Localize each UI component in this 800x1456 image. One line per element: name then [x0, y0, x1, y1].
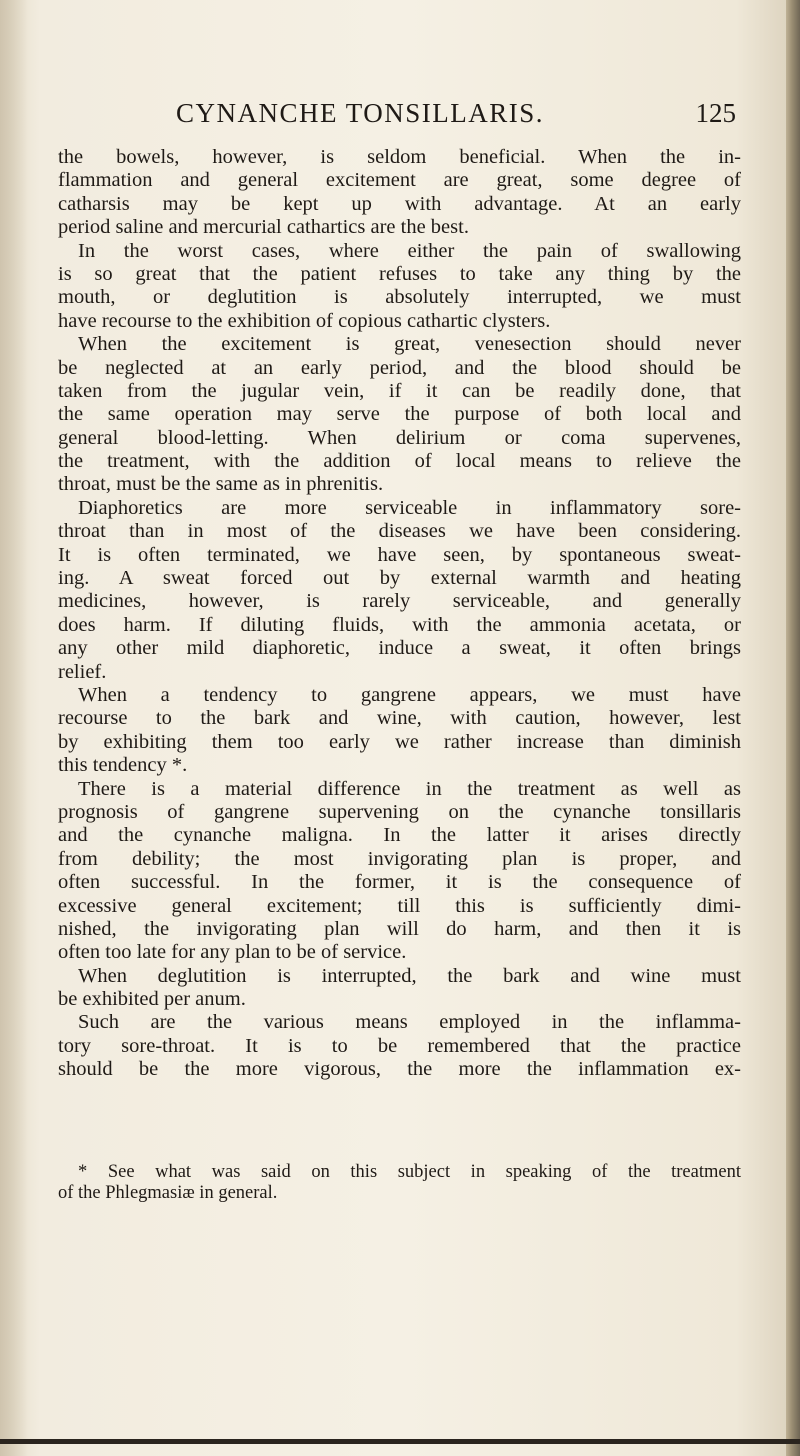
- text-line: should be the more vigorous, the more the inflammation ex-: [58, 1058, 741, 1081]
- text-line: this tendency *.: [58, 754, 188, 777]
- text-line: prognosis of gangrene supervening on the cynanche tonsillaris: [58, 800, 741, 823]
- text-line: flammation and general excitement are great, some degree of: [58, 169, 741, 192]
- text-line: and the cynanche maligna. In the latter it arises directly: [58, 824, 741, 847]
- body-text: [58, 146, 741, 1082]
- text-line: the same operation may serve the purpose of both local and: [58, 403, 741, 426]
- text-line: When deglutition is interrupted, the bark and wine must: [78, 964, 741, 987]
- text-line: be exhibited per anum.: [58, 988, 246, 1011]
- text-line: nished, the invigorating plan will do harm, and then it is: [58, 917, 741, 940]
- text-line: mouth, or deglutition is absolutely interrupted, we must: [58, 286, 741, 309]
- text-line: Such are the various means employed in the inflamma-: [78, 1011, 741, 1034]
- text-line: When a tendency to gangrene appears, we must have: [78, 683, 741, 706]
- text-line: It is often terminated, we have seen, by spontaneous sweat-: [58, 543, 741, 566]
- text-line: general blood-letting. When delirium or coma supervenes,: [58, 426, 741, 449]
- text-line: be neglected at an early period, and the blood should be: [58, 356, 741, 379]
- text-line: often successful. In the former, it is the consequence of: [58, 871, 741, 894]
- text-line: throat than in most of the diseases we have been considering.: [58, 520, 741, 543]
- footnote-line: of the Phlegmasiæ in general.: [58, 1183, 278, 1203]
- text-line: is so great that the patient refuses to take any thing by the: [58, 262, 741, 285]
- text-line: In the worst cases, where either the pain of swallowing: [78, 239, 741, 262]
- text-line: from debility; the most invigorating plan is proper, and: [58, 847, 741, 870]
- text-line: throat, must be the same as in phrenitis.: [58, 473, 384, 496]
- page-header: [176, 98, 736, 138]
- binding-gutter: [0, 0, 28, 1456]
- text-line: Diaphoretics are more serviceable in inflammatory sore-: [78, 496, 741, 519]
- text-line: taken from the jugular vein, if it can be readily done, that: [58, 379, 741, 402]
- text-line: medicines, however, is rarely serviceable, and generally: [58, 590, 741, 613]
- text-line: relief.: [58, 660, 107, 683]
- text-line: have recourse to the exhibition of copious cathartic clysters.: [58, 309, 551, 332]
- text-line: There is a material difference in the treatment as well as: [78, 777, 741, 800]
- text-line: excessive general excitement; till this is sufficiently dimi-: [58, 894, 741, 917]
- text-line: ing. A sweat forced out by external warmth and heating: [58, 567, 741, 590]
- page-number: 125: [695, 98, 736, 128]
- text-line: does harm. If diluting fluids, with the ammonia acetata, or: [58, 613, 741, 636]
- footnote: [58, 1162, 741, 1204]
- text-line: the bowels, however, is seldom beneficial. When the in-: [58, 146, 741, 168]
- bottom-rule: [0, 1439, 800, 1444]
- text-line: any other mild diaphoretic, induce a sweat, it often brings: [58, 637, 741, 660]
- text-line: often too late for any plan to be of service.: [58, 941, 407, 964]
- footnote-line: * See what was said on this subject in speaking of the treatment: [78, 1162, 741, 1182]
- text-line: the treatment, with the addition of local means to relieve the: [58, 450, 741, 473]
- page-edge: [786, 0, 800, 1456]
- text-line: period saline and mercurial cathartics are the best.: [58, 216, 469, 239]
- text-line: When the excitement is great, venesection should never: [78, 333, 741, 356]
- text-line: recourse to the bark and wine, with caution, however, lest: [58, 707, 741, 730]
- running-title: CYNANCHE TONSILLARIS.: [176, 98, 545, 128]
- text-line: catharsis may be kept up with advantage. At an early: [58, 192, 741, 215]
- text-line: by exhibiting them too early we rather increase than diminish: [58, 730, 741, 753]
- text-line: tory sore-throat. It is to be remembered that the practice: [58, 1034, 741, 1057]
